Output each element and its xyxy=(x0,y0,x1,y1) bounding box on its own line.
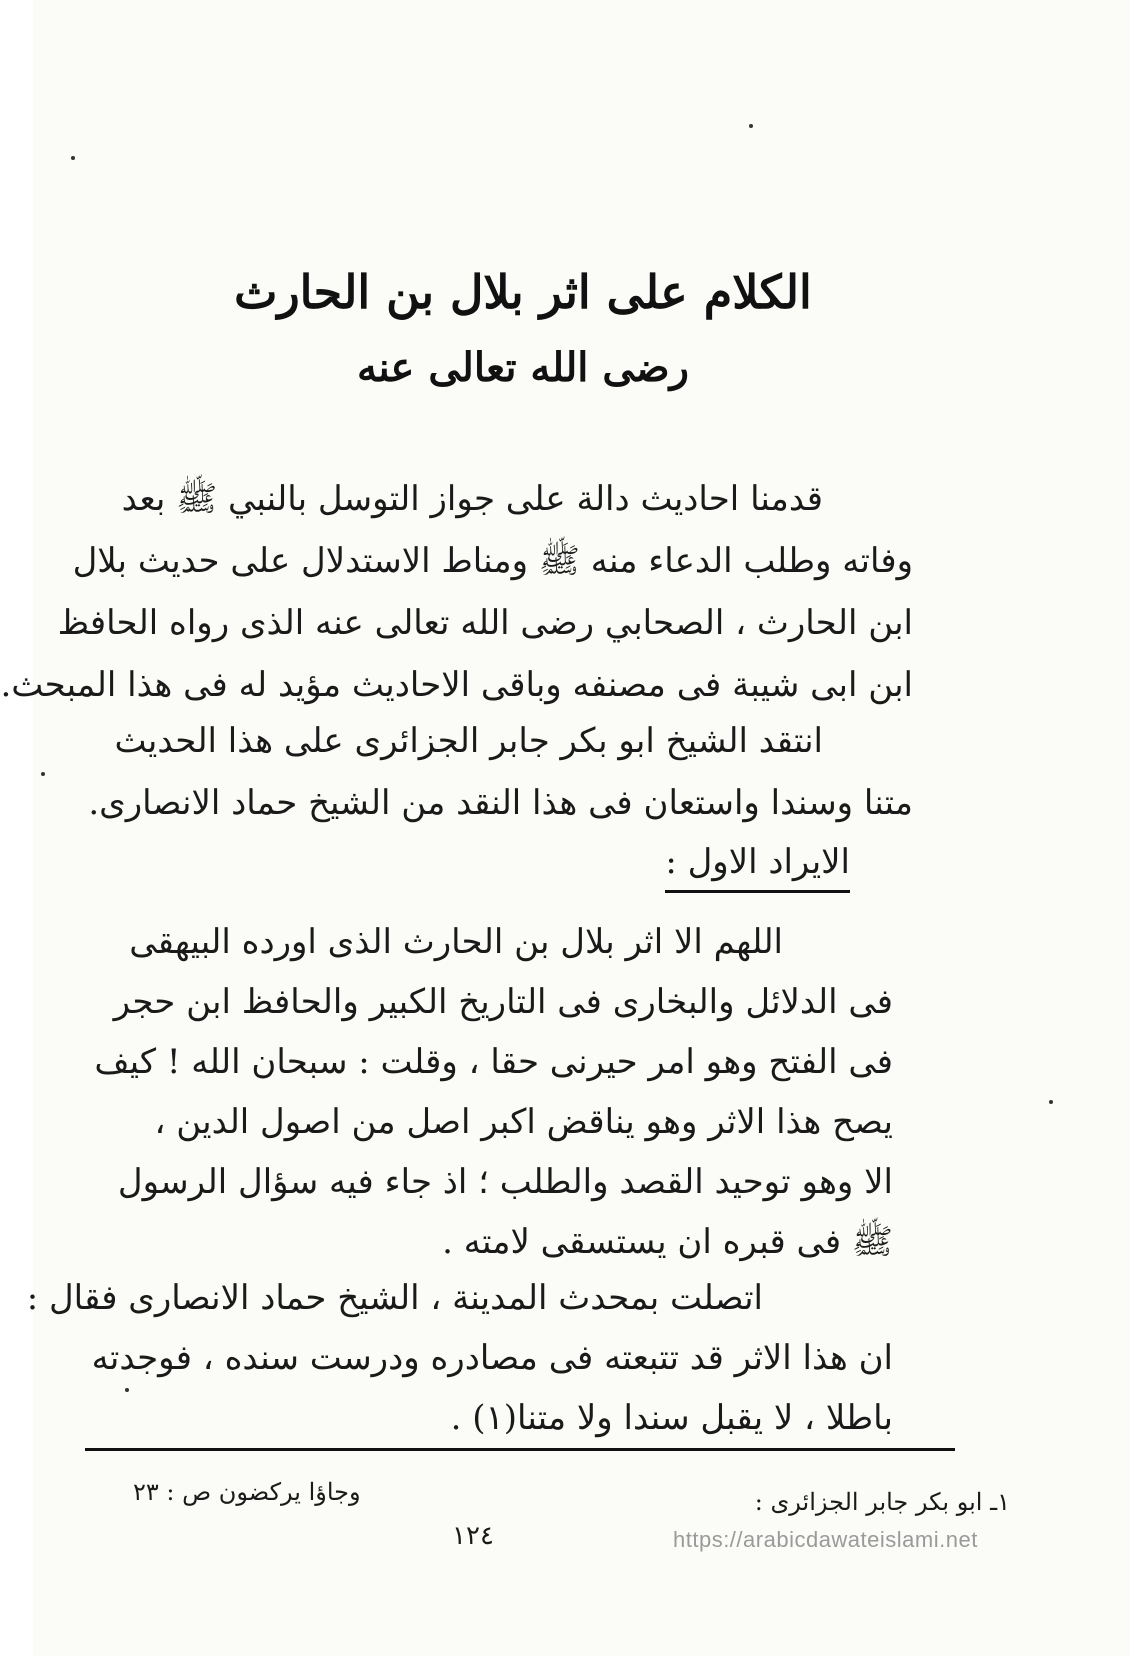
page-number: ١٢٤ xyxy=(452,1521,494,1551)
text-line: يصح هذا الاثر وهو يناقض اكبر اصل من اصول الدين ، xyxy=(154,1102,893,1142)
scan-speck xyxy=(71,156,75,160)
scan-speck xyxy=(749,124,753,128)
scan-speck xyxy=(1049,1100,1053,1104)
quoted-objection xyxy=(94,912,893,1272)
text-line: اتصلت بمحدث المدينة ، الشيخ حماد الانصارى فقال : xyxy=(26,1278,763,1318)
text-line: قدمنا احاديث دالة على جواز التوسل بالنبي ﷺ بعد xyxy=(121,479,823,519)
text-line: الا وهو توحيد القصد والطلب ؛ اذ جاء فيه سؤال الرسول xyxy=(117,1162,893,1202)
footnote-divider xyxy=(85,1448,955,1451)
critique-paragraph xyxy=(88,710,913,834)
text-line: ان هذا الاثر قد تتبعته فى مصادره ودرست سنده ، فوجدته xyxy=(91,1338,893,1378)
text-line: ابن ابى شيبة فى مصنفه وباقى الاحاديث مؤيد له فى هذا المبحث. xyxy=(0,665,913,705)
text-line: انتقد الشيخ ابو بكر جابر الجزائرى على هذا الحديث xyxy=(114,721,823,761)
text-line: باطلا ، لا يقبل سندا ولا متنا(١) . xyxy=(450,1398,893,1438)
text-line: اللهم الا اثر بلال بن الحارث الذى اورده البيهقى xyxy=(129,922,783,962)
text-line: وفاته وطلب الدعاء منه ﷺ ومناط الاستدلال على حديث بلال xyxy=(72,541,913,581)
text-line: فى الدلائل والبخارى فى التاريخ الكبير والحافظ ابن حجر xyxy=(113,982,893,1022)
intro-paragraph xyxy=(0,468,913,716)
scan-speck xyxy=(41,772,45,776)
page-title: الكلام على اثر بلال بن الحارث xyxy=(234,265,812,319)
text-line: متنا وسندا واستعان فى هذا النقد من الشيخ حماد الانصارى. xyxy=(88,783,913,823)
section-heading: الايراد الاول : xyxy=(665,838,850,893)
text-line: ﷺ فى قبره ان يستسقى لامته . xyxy=(442,1222,893,1262)
quoted-continuation xyxy=(26,1268,893,1448)
text-line: ابن الحارث ، الصحابي رضى الله تعالى عنه الذى رواه الحافظ xyxy=(57,603,913,643)
footnote-reference: ١ـ ابو بكر جابر الجزائرى : xyxy=(754,1488,1010,1516)
page-subtitle: رضى الله تعالى عنه xyxy=(357,344,689,391)
text-line: فى الفتح وهو امر حيرنى حقا ، وقلت : سبحان الله ! كيف xyxy=(94,1042,893,1082)
footnote-source: وجاؤا يركضون ص : ٢٣ xyxy=(133,1478,361,1506)
watermark-url: https://arabicdawateislami.net xyxy=(673,1527,978,1552)
